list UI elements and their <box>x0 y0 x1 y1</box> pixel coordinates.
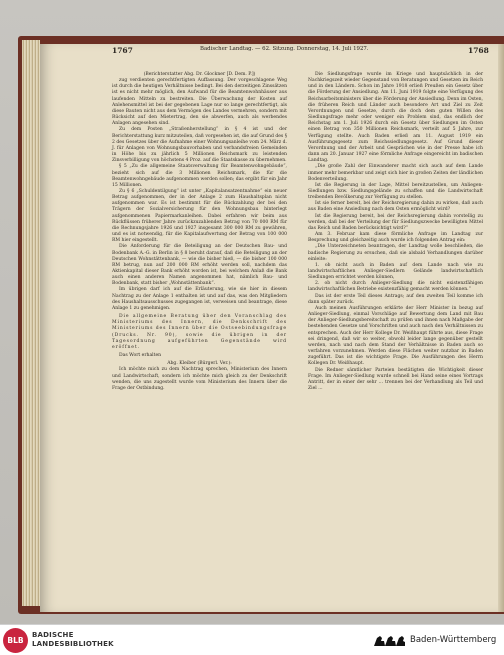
library-name[interactable] <box>32 631 114 649</box>
paragraph: Ich möchte mich zu dem Nachtrag sprechen, Ministerium des Innern und Landwirtschaft, sondern ich möchte mich gleich zu der Denkschrift wenden, die uns zugestellt wurde vom Ministerium des Innern über die Frage der Ostbindung. <box>112 367 287 391</box>
paragraph: zug verdienten gerechtfertigten Auffassung. Der vorgeschlagene Weg ist durch die heutigen Verhältnisse bedingt. Bei den derzeitigen Zinssätzen ist es nicht mehr möglich, den Aufwand für die Beamtenwohnhäuser aus laufenden Mitteln zu bestreiten. Die Überwachung der Kosten auf Anlehensmittel ist bei der gegebenen Lage nur so lange gerechtfertigt, als diese Bauten nicht aus dem Vermögen des Landes vermehren, sondern mit Rücksicht auf den Mietertrag, den sie abwerfen, auch als werbendes Anlagen angesehen sind. <box>112 78 287 127</box>
page-number-left: 1767 <box>112 46 133 55</box>
paragraph: Die Redner sämtlicher Parteien bestätigten die Wichtigkeit dieser Frage. Im Anlieger-Siedlung wurde schnell bei Hand seine eines Vortrags Antritt, der in einer der sehr ... trennen bei der Verhandlung als Teil und Ziel ... <box>308 367 483 391</box>
paragraph: Die Siedlungsfrage wurde im Kriege und hauptsächlich in der Nachkriegszeit wieder Gegenstand von Beratungen und Gesetzen im Reich und in den Ländern. Schon im Jahre 1918 erließ Preußen ein Gesetz über die Förderung der Ansiedlung. Am 11. Juni 1919 folgte eine Verfügung des Reichsarbeitsministers über die Förderung der Ansiedlung. Denn im Osten, die früheren Reich und Länder auch besondere Art und Ziel zu Zeit Verordnungen und Gesetze, durch die doch dem guten Willen des Siedlungsfrage mehr oder weniger ein Problem sind, das endlich der Reichstag am 1. Juli 1926 durch ein Gesetz über Siedlungen im Osten einen Betrag von 350 Millionen Reichsmark, verteilt auf 5 Jahre, zur Verfügung stellte. Auch Baden erließ am 11. August 1919 ein Ausführungsgesetz zum Reichssiedlungsgesetz. Auf Grund dieser Verordnung und der Arbeit und Gesprächen wie in der Presse habe ich dann am 20. Januar 1927 eine förmliche Anfrage eingereicht im badischen Landtag. <box>308 72 483 164</box>
paragraph: Das Wort erhalten <box>119 353 162 359</box>
paragraph: „Die große Zahl der Einwanderer macht sich auch auf dem Lande immer mehr bemerkbar und zeigt sich hier in großen Zeiten der ländlichen Bodenverteilung. <box>308 164 483 182</box>
library-name-line1: BADISCHE <box>32 631 74 639</box>
page-number-right: 1768 <box>468 46 489 55</box>
paragraph: Im übrigen darf ich auf die Erläuterung, wie sie hier in diesem Nachtrag zu der Anlage 1 enthalten ist und auf das, was den Mitgliedern des Haushaltsausschusses zugegangen ist, verweisen und beantrage, diese Anlage 1 zu genehmigen. <box>112 287 287 311</box>
text-column-left <box>112 72 287 392</box>
lions-coat-of-arms-icon <box>372 632 406 649</box>
paragraph: Zu dem Posten „Straßenherstellung“ in § 4 ist und der Berichterstattung kurz mitzuteilen, daß vorgesehen ist, die auf Grund des § 2 des Gesetzes über die Aufnahme einer Wohnungsanleihe vom 24. März d. J. für Anlagen von Wohnungsbauvorhaben und verbandsfreien Gemeinden in Höhe bis zu jährlich 5 Millionen Reichsmark zu leistenden Zinsverbilligung von höchstens 4 Proz. auf die Staatskasse zu übernehmen. <box>112 127 287 164</box>
footer-bar <box>0 624 504 655</box>
list-item: 2. ob nicht durch Anlieger-Siedlung die nicht existenzfähigen landwirtschaftlichen Betriebe existenzfähig gemacht werden können.“ <box>308 281 483 293</box>
paragraph: Die Anforderung für die Beteiligung an der Deutschen Bau- und Bodenbank A.-G. in Berlin in § 8 beruht darauf, daß die Beteiligung an der Deutschen Wohnstättenbank, — wie die bisher hieß, — die bisher 100 000 RM betrug, nun auf 200 000 RM erhöht werden soll, nachdem das Aktienkapital dieser Bank erhöht worden ist, bei welchem Anlaß die Bank auch einen anderen Namen angenommen hat, nämlich Bau- und Bodenbank, statt bisher „Wohnstättenbank“. <box>112 244 287 287</box>
page-edge-right <box>498 44 504 612</box>
paragraph: Ist sie ferner bereit, bei der Reichsregierung dahin zu wirken, daß auch aus Baden eine Ansiedlung nach dem Osten ermöglicht wird? <box>308 201 483 213</box>
paragraph: Ist die Regierung in der Lage, Mittel bereitzustellen, um Anliegen-Siedlungen bzw. Siedlungsgelände zu schaffen und die Landwirtschaft treibenden Bevölkerung zur Verfügung zu stellen. <box>308 182 483 201</box>
list-item: 1. ob nicht auch in Baden auf dem Lande nach wie zu landwirtschaftlichen Anlieger-Siedlern Gelände landwirtschaftlich Siedlungen errichtet werden können, <box>308 262 483 281</box>
paragraph: Zu § 6 „Schuldentilgung“ ist unter „Kapitalansatzentnahme“ ein neuer Betrag aufgenommen, der in der Anlage 2 zum Haushaltsplan nicht aufgenommen war. Es ist bestimmt für die Rückzahlung der bei den Trägern der Sozialversicherung für den Wohnungsbau hinterlegt aufgenommenen Papiermarkanleihen. Dabei erfahren wir beim aus Rückflüssen früherer Jahre zurückzuzahlenden Betrag von 70 000 RM für die Rechnungsjahre 1926 und 1927 insgesamt 300 000 RM zu gewähren, und es ist notwendig, für die Kapitalaufwertung der Betrag von 100 000 RM hier eingestellt. <box>112 188 287 244</box>
text-column-right <box>308 72 483 392</box>
speaker-heading: Abg. Kleiber (Bürgerl. Ver.): <box>167 361 232 367</box>
paragraph-spaced: Die allgemeine Beratung über den Voranschlag des Ministeriums des Innern, die Denkschrift des Ministeriums des Innern über die Ostseebindungsfrage (Drucks. Nr. 90), sowie die übrigen in der Tagesordnung aufgeführten Gegenstände wird eröffnet. <box>112 314 287 350</box>
paragraph: § 5 „Zu die allgemeine Staatsverwaltung für Beamtenwohngebäude“, bezieht sich auf die 3 Millionen Reichsmark, die für die Beamtenwohngebäude aufgenommen werden sollen; das ergibt für ein Jahr 15 Millionen. <box>112 164 287 188</box>
page-edges <box>22 40 40 606</box>
blb-logo[interactable]: BLB <box>3 628 28 653</box>
paragraph: Ist die Regierung bereit, bei der Reichsregierung dahin vorstellig zu werden, daß bei der Verteilung der für Siedlungszwecke bewilligten Mittel das Reich und Baden berücksichtigt wird?“ <box>308 213 483 231</box>
paragraph: „Die Unterzeichneten beantragen, der Landtag wolle beschließen, die badische Regierung zu ersuchen, daß sie alsbald Verhandlungen darüber einleite: <box>308 244 483 262</box>
paragraph: Auch meinen Ausführungen erklärte der Herr Minister in bezug auf Anlieger-Siedlung, einmal Vorschläge auf Bewertung dem Land mit Bau der Anlieger-Siedlungsbereitschaft zu prüfen und ihnen nach Maßgabe der bestehenden Gesetze und Vorschriften und auch nach den Verhältnissen zu entsprechen. Auch der Herr Kollege Dr. Weißhaupt führte aus, diese Frage sei dringend, daß wir so weiter, obwohl leider lange gegenüber gestellt werden, nach und nach dem Stand der Verhältnisse in Baden auch so verfahren vorzunehmen. Werden diese Flächen weiter nutzbar in Baden zugeführt. Das ist die wichtigste Frage. Die Ausführungen des Herrn Kollegen Dr. Weißhaupt. <box>308 305 483 367</box>
state-name[interactable]: Baden-Württemberg <box>410 635 497 645</box>
paragraph: Am 3. Februar kam diese förmliche Anfrage im Landtag zur Besprechung und gleichzeitig auch wurde ich folgenden Antrag ein: <box>308 232 483 244</box>
paragraph: Das ist der erste Teil dieses Antrags; auf den zweiten Teil komme ich dann später zurück. <box>308 293 483 305</box>
library-name-line2: LANDESBIBLIOTHEK <box>32 640 114 648</box>
running-head: Badischer Landtag. — 62. Sitzung. Donnerstag, 14. Juli 1927. <box>200 46 369 52</box>
paragraph: (Berichterstatter Abg. Dr. Glockner [D. Dem. P.]) <box>143 72 256 77</box>
